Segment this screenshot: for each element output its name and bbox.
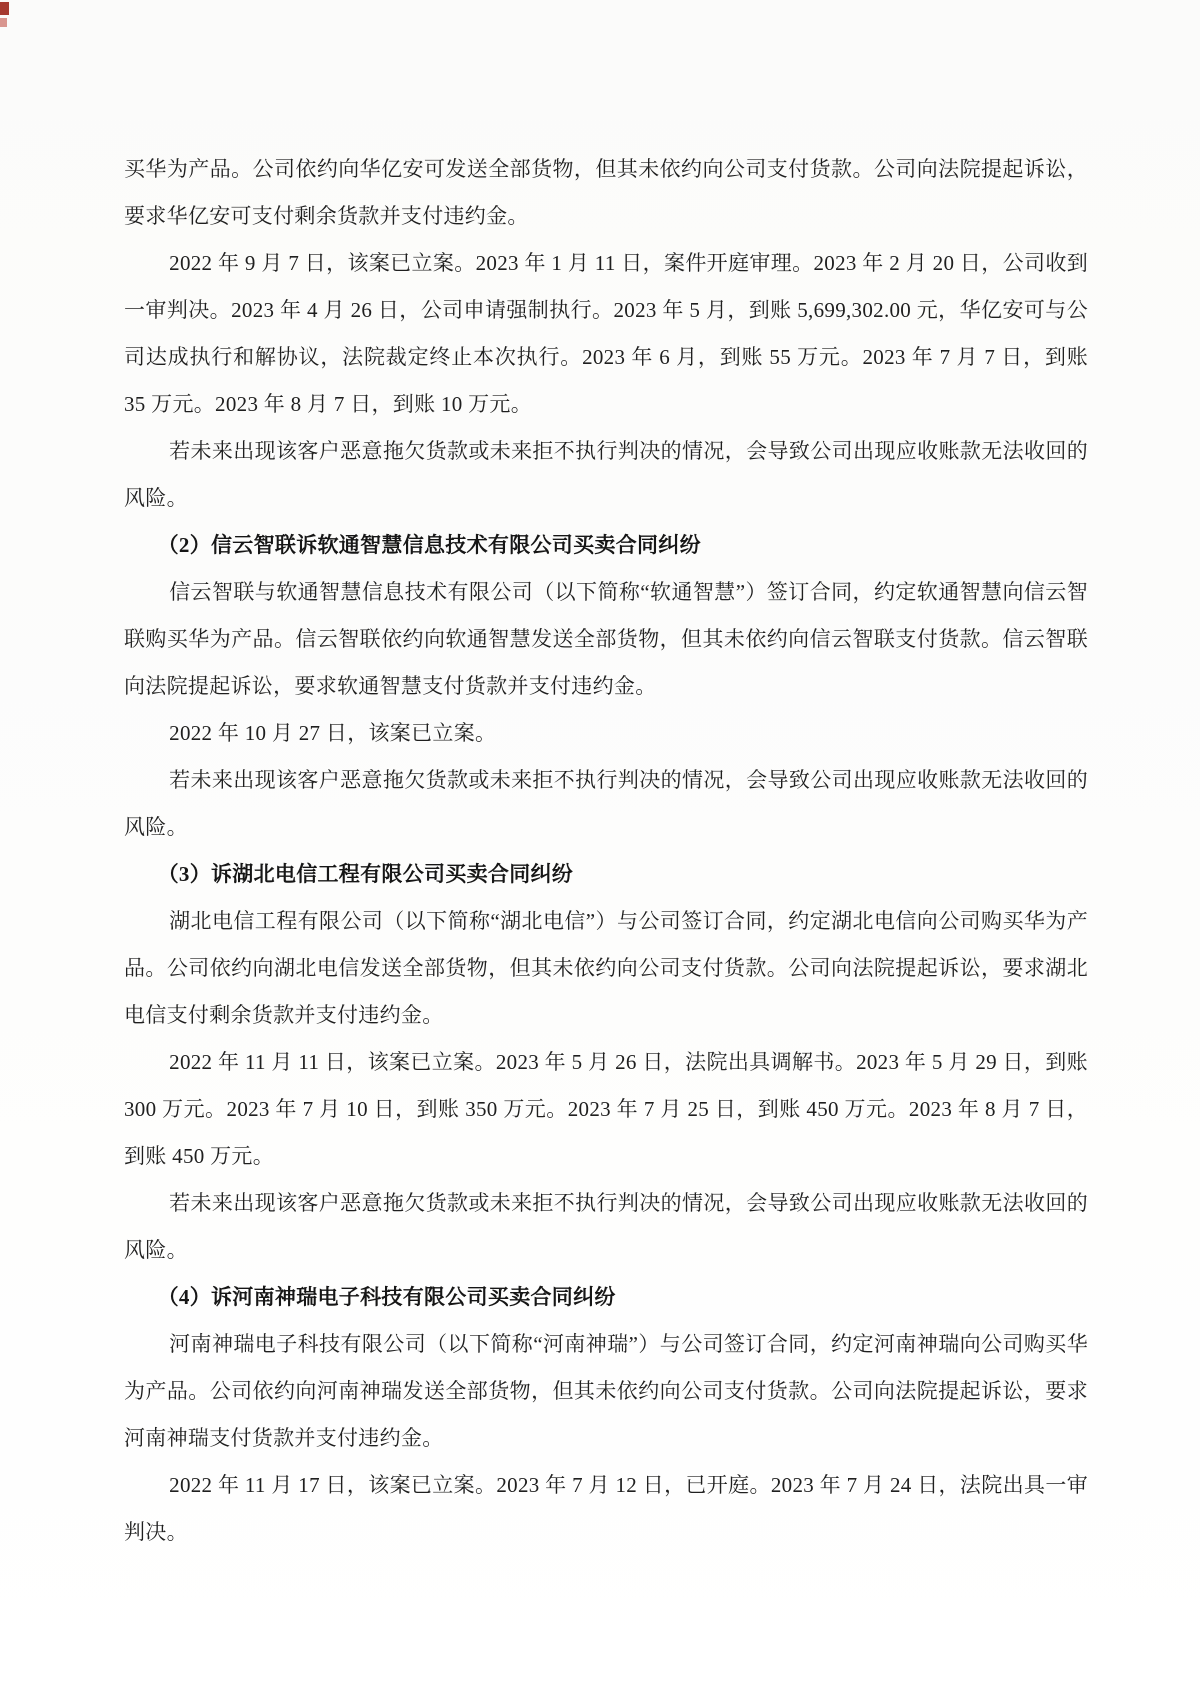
red-edge-mark-bottom — [0, 18, 7, 27]
red-edge-mark — [0, 2, 10, 48]
heading-case-3: （3）诉湖北电信工程有限公司买卖合同纠纷 — [157, 862, 574, 886]
paragraph-case2-description: 信云智联与软通智慧信息技术有限公司（以下简称“软通智慧”）签订合同，约定软通智慧向信云智联购买华为产品。信云智联依约向软通智慧发送全部货物，但其未依约向信云智联支付货款。信云智联向法院提起诉讼，要求软通智慧支付货款并支付违约金。 — [124, 580, 1088, 698]
paragraph-case2-timeline: 2022 年 10 月 27 日，该案已立案。 — [169, 721, 497, 745]
paragraph-case1-risk-note: 若未来出现该客户恶意拖欠货款或未来拒不执行判决的情况，会导致公司出现应收账款无法收回的风险。 — [124, 439, 1088, 510]
paragraph-case3-timeline: 2022 年 11 月 11 日，该案已立案。2023 年 5 月 26 日，法院出具调解书。2023 年 5 月 29 日，到账 300 万元。2023 年 7 月 10 日，到账 350 万元。2023 年 7 月 25 日，到账 450 万元。2023 年 8 月 7 日，到账 450 万元。 — [124, 1050, 1088, 1168]
red-edge-mark-top — [0, 2, 9, 15]
paragraph-case4-timeline: 2022 年 11 月 17 日，该案已立案。2023 年 7 月 12 日，已开庭。2023 年 7 月 24 日，法院出具一审判决。 — [124, 1473, 1088, 1544]
heading-case-2: （2）信云智联诉软通智慧信息技术有限公司买卖合同纠纷 — [157, 533, 701, 557]
paragraph-case4-description: 河南神瑞电子科技有限公司（以下简称“河南神瑞”）与公司签订合同，约定河南神瑞向公司购买华为产品。公司依约向河南神瑞发送全部货物，但其未依约向公司支付货款。公司向法院提起诉讼，要求河南神瑞支付货款并支付违约金。 — [124, 1332, 1088, 1450]
document-body — [124, 146, 1088, 1556]
heading-case-4: （4）诉河南神瑞电子科技有限公司买卖合同纠纷 — [157, 1285, 616, 1309]
paragraph-case1-timeline: 2022 年 9 月 7 日，该案已立案。2023 年 1 月 11 日，案件开庭审理。2023 年 2 月 20 日，公司收到一审判决。2023 年 4 月 26 日，公司申请强制执行。2023 年 5 月，到账 5,699,302.00 元，华亿安可与公司达成执行和解协议，法院裁定终止本次执行。2023 年 6 月，到账 55 万元。2023 年 7 月 7 日，到账 35 万元。2023 年 8 月 7 日，到账 10 万元。 — [124, 251, 1088, 416]
paragraph-case1-continuation: 买华为产品。公司依约向华亿安可发送全部货物，但其未依约向公司支付货款。公司向法院提起诉讼，要求华亿安可支付剩余货款并支付违约金。 — [124, 157, 1088, 228]
paragraph-case2-risk-note: 若未来出现该客户恶意拖欠货款或未来拒不执行判决的情况，会导致公司出现应收账款无法收回的风险。 — [124, 768, 1088, 839]
paragraph-case3-description: 湖北电信工程有限公司（以下简称“湖北电信”）与公司签订合同，约定湖北电信向公司购买华为产品。公司依约向湖北电信发送全部货物，但其未依约向公司支付货款。公司向法院提起诉讼，要求湖北电信支付剩余货款并支付违约金。 — [124, 909, 1088, 1027]
paragraph-case3-risk-note: 若未来出现该客户恶意拖欠货款或未来拒不执行判决的情况，会导致公司出现应收账款无法收回的风险。 — [124, 1191, 1088, 1262]
